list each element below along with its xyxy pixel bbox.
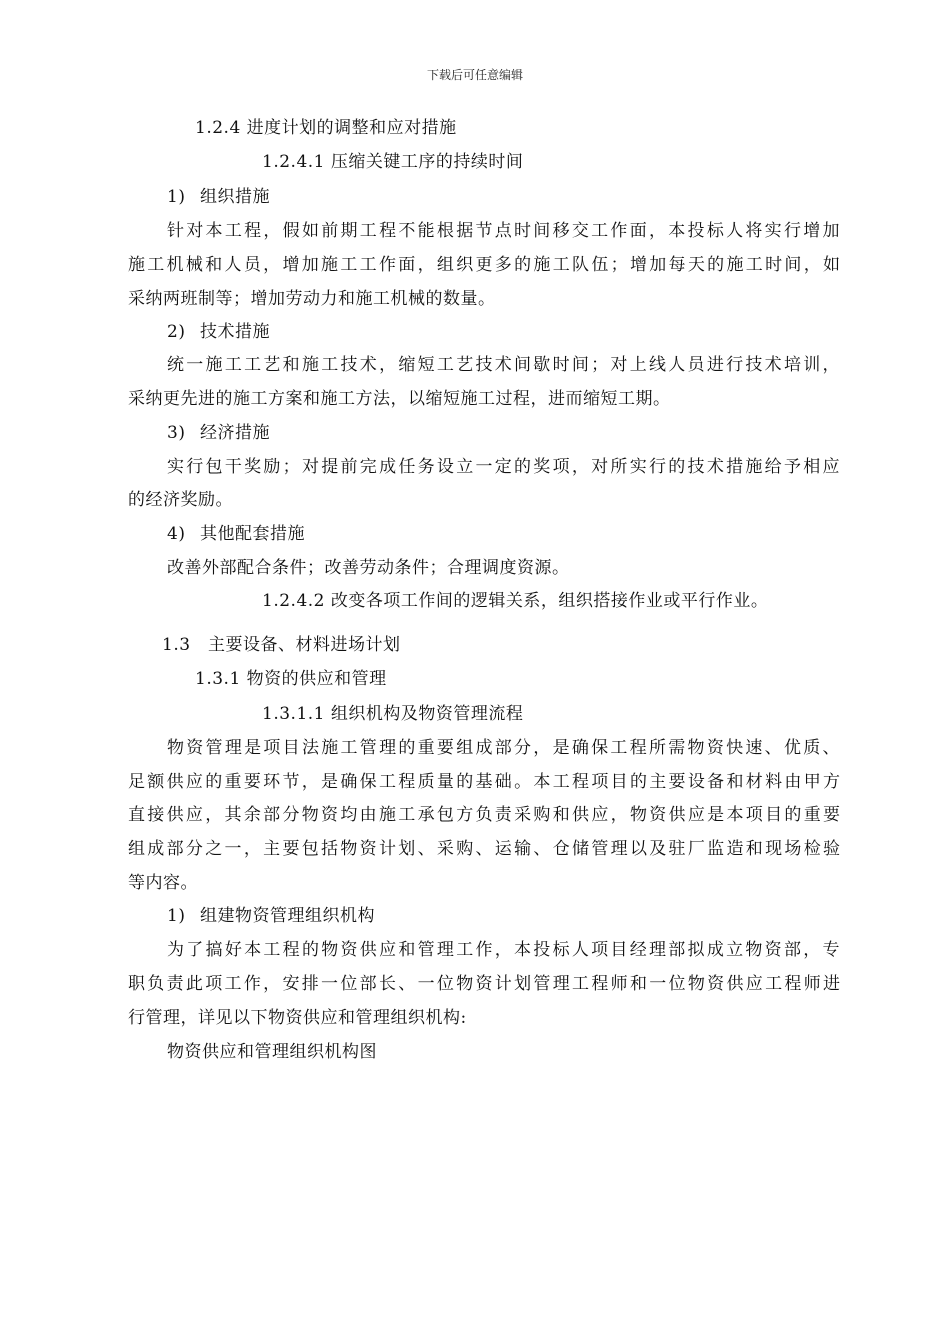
paragraph-line: 施工机械和人员，增加施工工作面，组织更多的施工队伍；增加每天的施工时间，如 (128, 255, 840, 275)
paragraph-line: 物资管理是项目法施工管理的重要组成部分，是确保工程所需物资快速、优质、 (167, 738, 840, 758)
item-5-title: 组建物资管理组织机构 (200, 906, 375, 926)
paragraph-line: 采纳两班制等；增加劳动力和施工机械的数量。 (128, 289, 496, 309)
page-header: 下载后可任意编辑 (426, 68, 523, 82)
item-4-number: 4) (167, 524, 186, 544)
item-3-title: 经济措施 (200, 423, 270, 443)
paragraph-line: 足额供应的重要环节，是确保工程质量的基础。本工程项目的主要设备和材料由甲方 (128, 772, 840, 792)
paragraph-line: 实行包干奖励；对提前完成任务设立一定的奖项，对所实行的技术措施给予相应 (167, 457, 840, 477)
paragraph-line: 直接供应，其余部分物资均由施工承包方负责采购和供应，物资供应是本项目的重要 (128, 805, 840, 825)
heading-1-3-1-1: 1.3.1.1 组织机构及物资管理流程 (262, 704, 524, 724)
heading-1-2-4-2: 1.2.4.2 改变各项工作间的逻辑关系，组织搭接作业或平行作业。 (262, 591, 769, 611)
paragraph-line: 针对本工程，假如前期工程不能根据节点时间移交工作面，本投标人将实行增加 (167, 221, 840, 241)
paragraph-line: 组成部分之一，主要包括物资计划、采购、运输、仓储管理以及驻厂监造和现场检验 (128, 839, 840, 859)
paragraph-line: 统一施工工艺和施工技术，缩短工艺技术间歇时间；对上线人员进行技术培训， (167, 355, 840, 375)
item-2-number: 2) (167, 322, 186, 342)
item-3-number: 3) (167, 423, 186, 443)
heading-1-2-4: 1.2.4 进度计划的调整和应对措施 (195, 118, 457, 138)
item-1-title: 组织措施 (200, 187, 270, 207)
item-1-number: 1) (167, 187, 186, 207)
paragraph-line: 为了搞好本工程的物资供应和管理工作，本投标人项目经理部拟成立物资部，专 (167, 940, 840, 960)
figure-caption: 物资供应和管理组织机构图 (167, 1042, 377, 1062)
paragraph-line: 等内容。 (128, 873, 198, 893)
heading-1-3-number: 1.3 (162, 635, 191, 655)
item-2-title: 技术措施 (200, 322, 270, 342)
heading-1-2-4-1: 1.2.4.1 压缩关键工序的持续时间 (262, 152, 524, 172)
heading-1-3-title: 主要设备、材料进场计划 (208, 635, 401, 655)
item-5-number: 1) (167, 906, 186, 926)
paragraph-line: 的经济奖励。 (128, 490, 233, 510)
paragraph-line: 改善外部配合条件；改善劳动条件；合理调度资源。 (167, 558, 570, 578)
paragraph-line: 采纳更先进的施工方案和施工方法，以缩短施工过程，进而缩短工期。 (128, 389, 671, 409)
item-4-title: 其他配套措施 (200, 524, 305, 544)
heading-1-3-1: 1.3.1 物资的供应和管理 (195, 669, 387, 689)
paragraph-line: 行管理，详见以下物资供应和管理组织机构: (128, 1008, 467, 1028)
paragraph-line: 职负责此项工作，安排一位部长、一位物资计划管理工程师和一位物资供应工程师进 (128, 974, 840, 994)
